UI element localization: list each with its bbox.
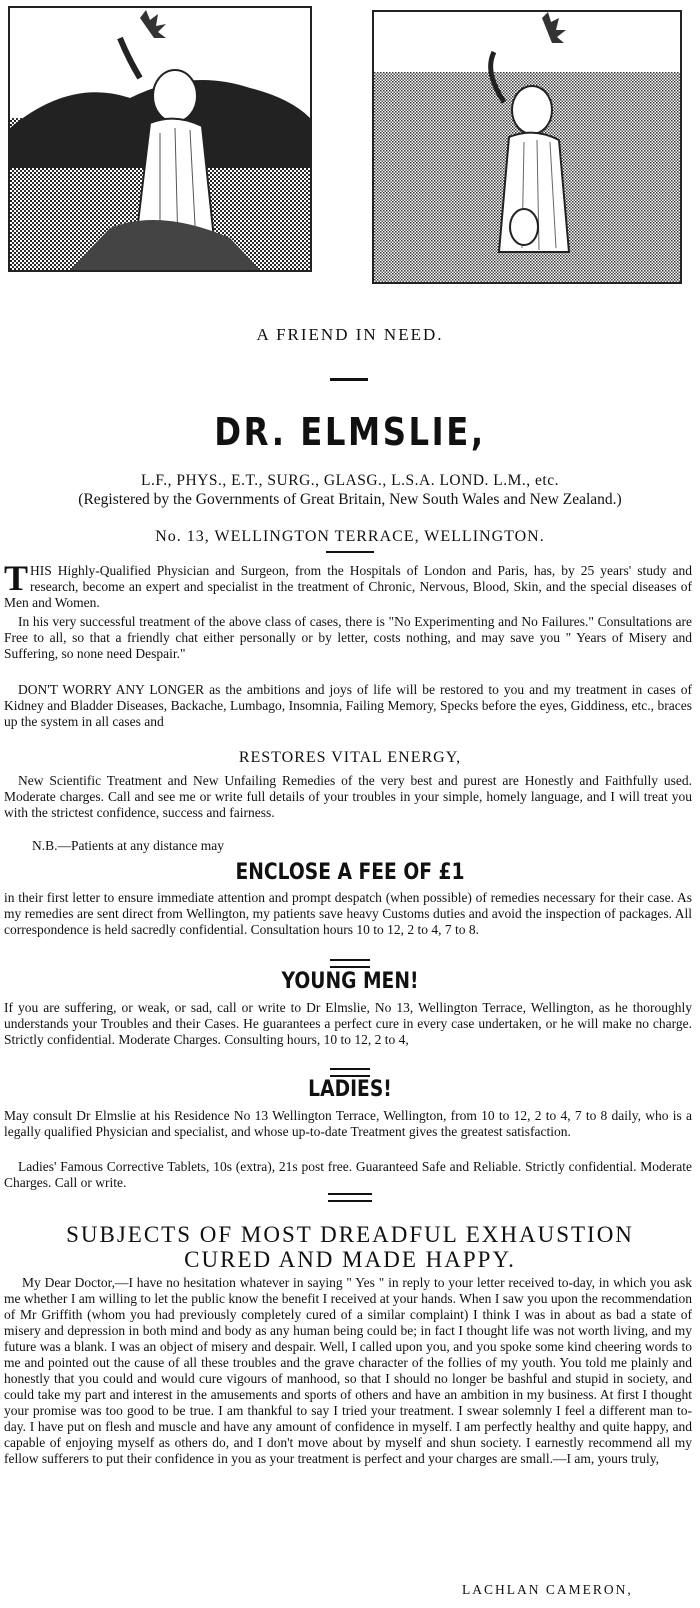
testimonial-letter: My Dear Doctor,—I have no hesitation whatever in saying " Yes " in reply to your letter received to-day, in which you ask me whether I am willing to let the public know the benefit I received at your hands. When I saw you upon the recommendation of Mr Griffith (whom you had previously completely cured of a similar complaint) I think I was in about as bad a state of misery and depression in both mind and body as any human being could be; in fact I thought life was not worth living, and my future was a blank. I was an object of misery and despair. Well, I called upon you, and you spoke some kind cheering words to me and pointed out the cause of all these troubles and the grave character of the follies of my youth. You told me plainly and honestly that you could and would cure vigours of manhood, so that I should no longer be bashful and stupid in society, and could take my part and interest in the amusements and sports of others and have an ambition in my business. At first I thought your promise was too good to be true. I am thankful to say I tried your treatment. I swear solemnly I feel a different man to-day. I have put on flesh and muscle and have any amount of confidence in myself. I am perfectly healthy and quite happy, and capable of enjoying myself as others do, and I don't move about by myself and shun society. I earnestly recommend all my fellow sufferers to put their confidence in you as your treatment is perfect and your charges are small.—I am, yours truly, (4, 1275, 692, 1466)
ladies-heading: LADIES! (308, 1077, 392, 1102)
registration-note: (Registered by the Governments of Great Britain, New South Wales and New Zealand.) (78, 491, 622, 508)
nb-paragraph: N.B.—Patients at any distance may (32, 838, 224, 853)
tablets-paragraph: Ladies' Famous Corrective Tablets, 10s (extra), 21s post free. Guaranteed Safe and Reliable. Strictly confidential. Moderate Charges. Call or write. (4, 1159, 692, 1190)
young-men-heading: YOUNG MEN! (281, 969, 419, 994)
divider (330, 378, 368, 381)
woodcut-illustration-left (8, 6, 312, 272)
intro-text: HIS Highly-Qualified Physician and Surgeon, from the Hospitals of London and Paris, has, by 25 years' study and research, become an expert and specialist in the treatment of Chronic, Nervous, Blood, Skin, and the special diseases of Men and Women. (4, 563, 692, 610)
divider (326, 551, 374, 553)
headline: A FRIEND IN NEED. (256, 325, 444, 344)
subjects-line-1: SUBJECTS OF MOST DREADFUL EXHAUSTION (66, 1222, 634, 1247)
address: No. 13, WELLINGTON TERRACE, WELLINGTON. (155, 528, 545, 545)
experience-paragraph: In his very successful treatment of the above class of cases, there is "No Experimenting and No Failures." Consultations are Free to all, so that a friendly chat either personally or by letter, costs nothing, and may save you " Years of Misery and Suffering, so none need Despair." (4, 614, 692, 661)
double-rule (328, 1193, 372, 1202)
doctor-name: DR. ELMSLIE, (214, 410, 486, 454)
intro-paragraph (4, 558, 692, 611)
subjects-line-2: CURED AND MADE HAPPY. (184, 1247, 516, 1272)
double-rule (330, 1068, 370, 1077)
young-men-paragraph: If you are suffering, or weak, or sad, call or write to Dr Elmslie, No 13, Wellington Terrace, Wellington, as he thoroughly understands your Troubles and their Cases. He guarantees a perfect cure in every case undertaken, or he will make no charge. Strictly confidential. Moderate Charges. Consulting hours, 10 to 12, 2 to 4, (4, 1000, 692, 1047)
enclose-fee-heading: ENCLOSE A FEE OF £1 (235, 860, 465, 885)
dont-worry-paragraph: DON'T WORRY ANY LONGER as the ambitions and joys of life will be restored to you and my treatment in cases of Kidney and Bladder Diseases, Backache, Lumbago, Insomnia, Failing Memory, Specks before the eyes, Giddiness, etc., braces up the system in all cases and (4, 682, 692, 729)
double-rule (330, 959, 370, 968)
treatment-paragraph: New Scientific Treatment and New Unfailing Remedies of the very best and purest are Honestly and Faithfully used. Moderate charges. Call and see me or write full details of your troubles in your simple, homely language, and I will treat you with the strictest confidence, success and fairness. (4, 773, 692, 820)
restores-heading: RESTORES VITAL ENERGY, (238, 749, 462, 766)
ladies-paragraph: May consult Dr Elmslie at his Residence No 13 Wellington Terrace, Wellington, from 10 to 12, 2 to 4, 7 to 8 daily, who is a legally qualified Physician and specialist, and whose up-to-date Treatment gives the greatest satisfaction. (4, 1108, 692, 1139)
subjects-heading (0, 1222, 700, 1272)
fee-paragraph: in their first letter to ensure immediate attention and prompt despatch (when possible) of remedies necessary for their case. As my remedies are sent direct from Wellington, my patients save heavy Customs duties and avoid the inspection of packages. All correspondence is held sacredly confidential. Consultation hours 10 to 12, 2 to 4, 7 to 8. (4, 890, 692, 937)
drop-cap: T (4, 558, 29, 598)
qualifications: L.F., PHYS., E.T., SURG., GLASG., L.S.A. LOND. L.M., etc. (141, 472, 559, 489)
signature: LACHLAN CAMERON, (462, 1582, 633, 1597)
woodcut-illustration-right (372, 10, 682, 284)
